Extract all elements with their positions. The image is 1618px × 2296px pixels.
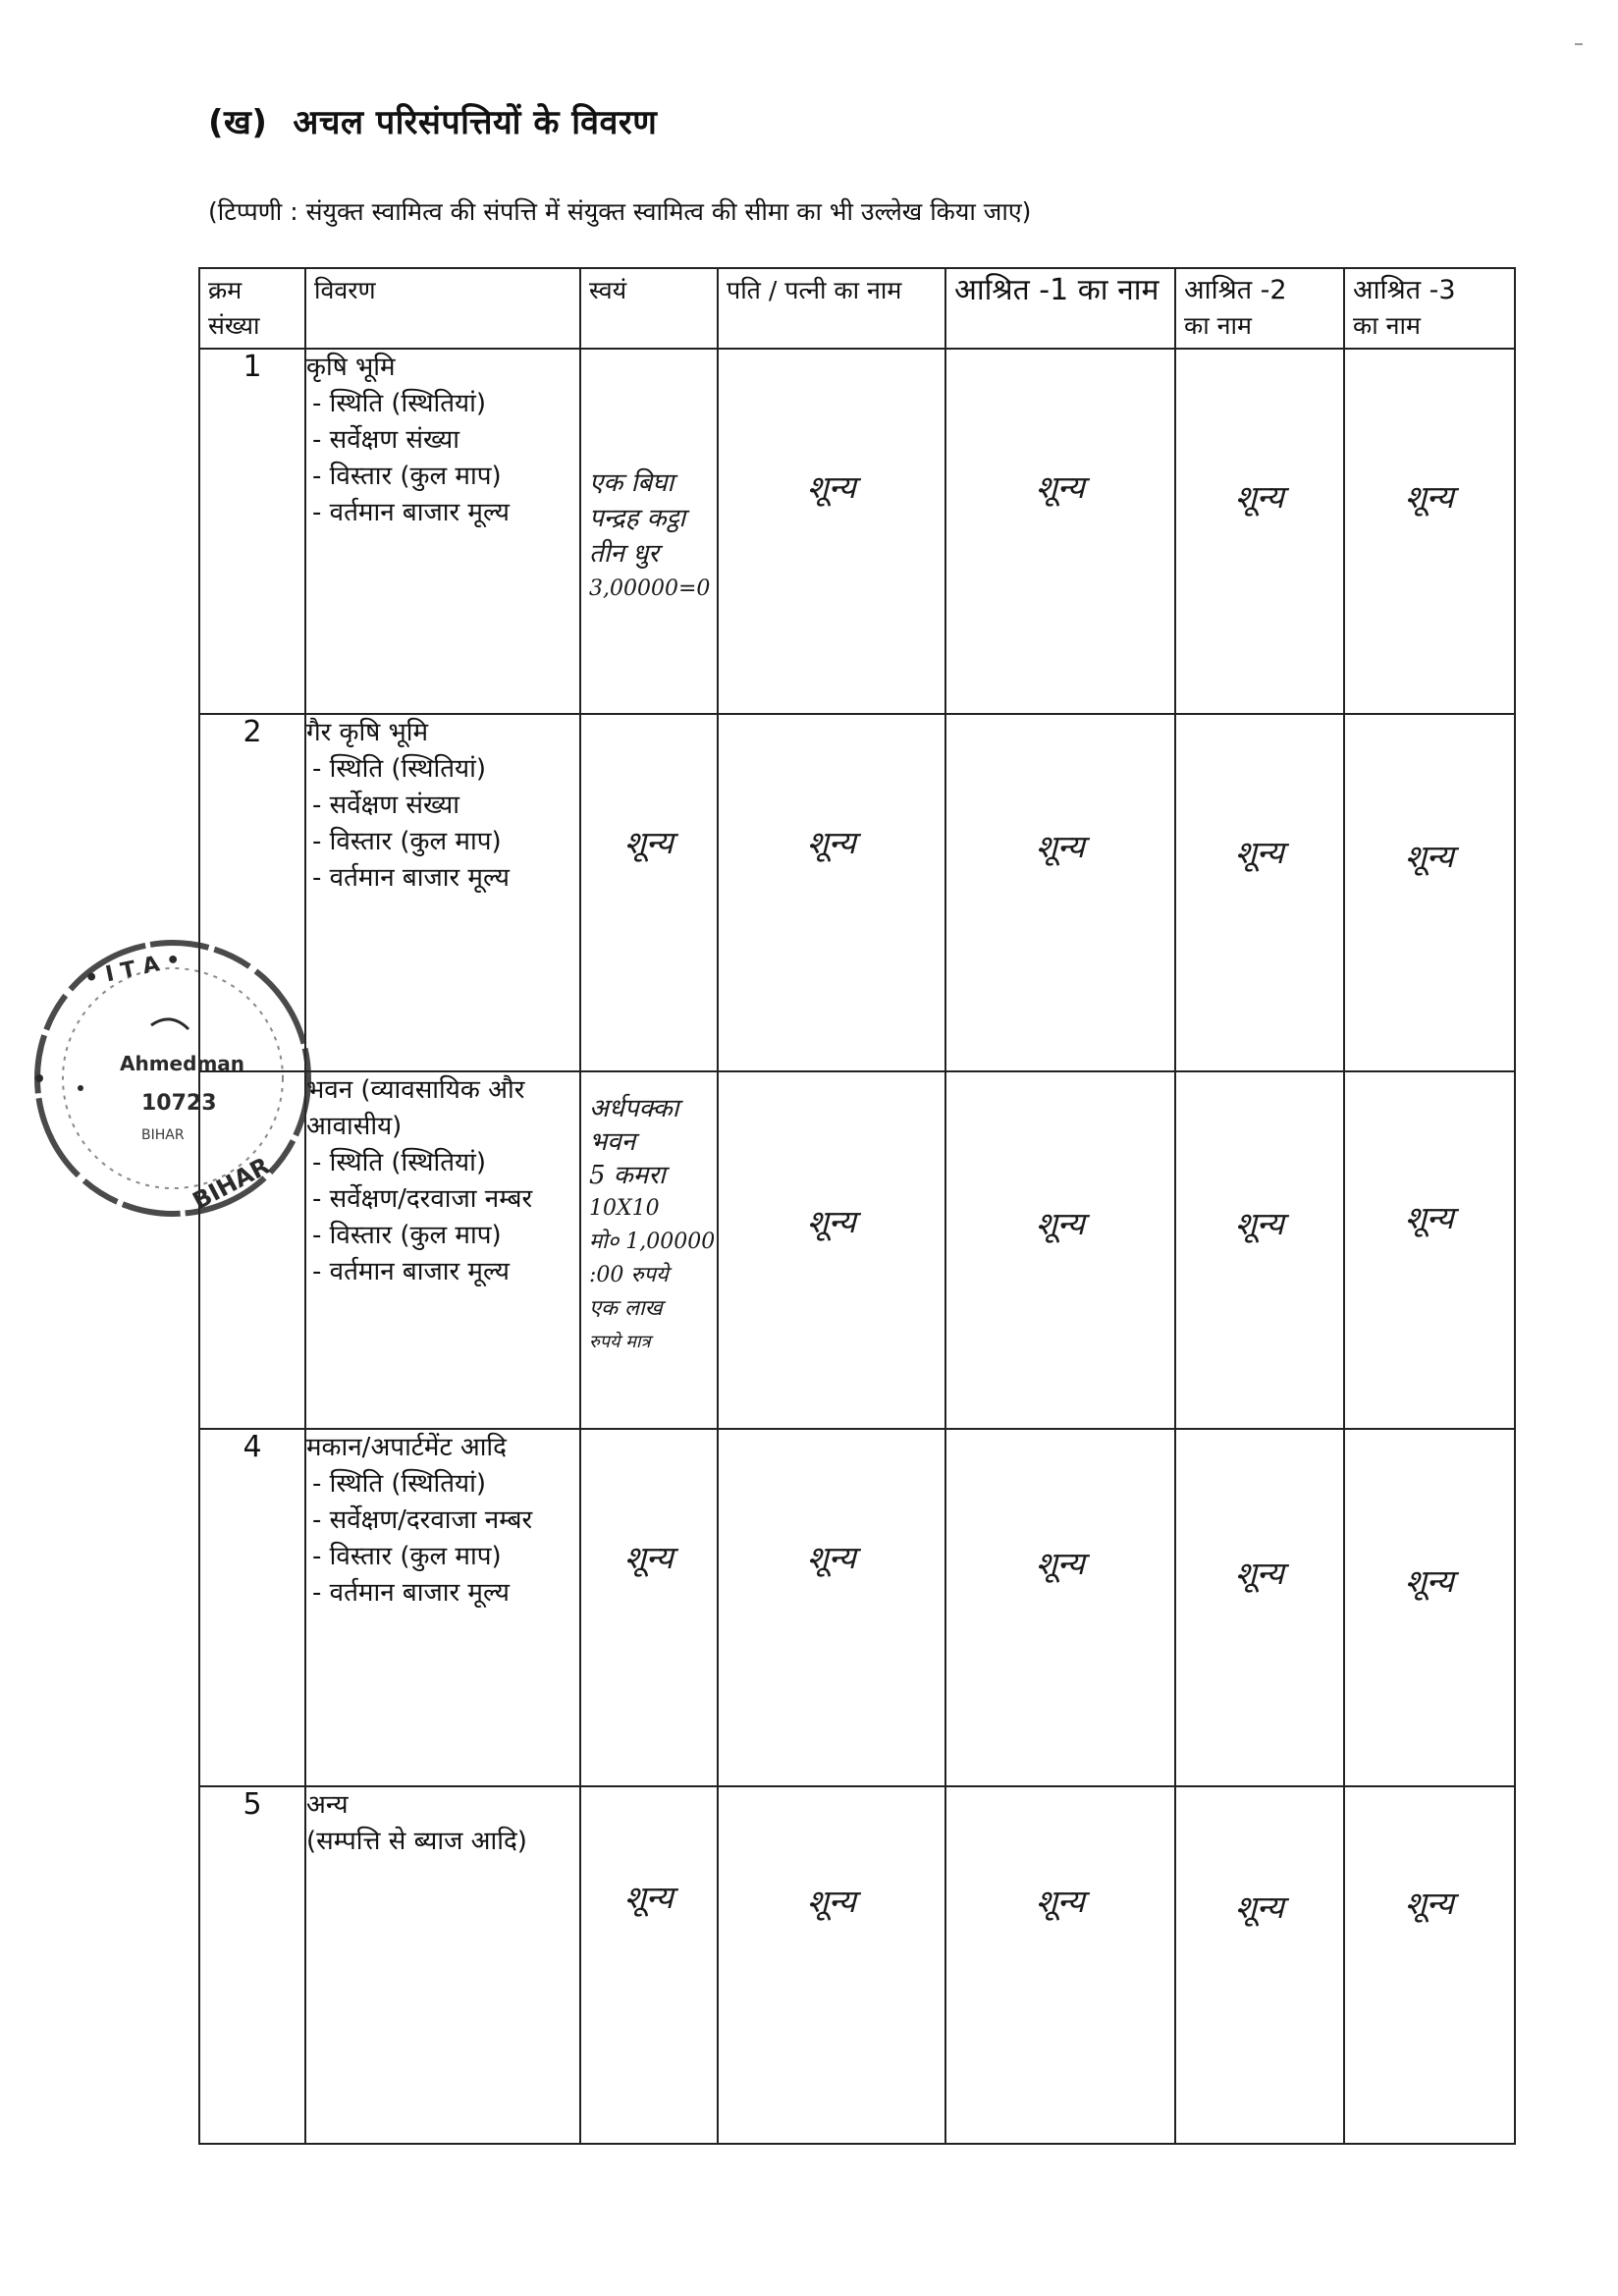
dependent1-value: शून्य [945, 349, 1175, 714]
dependent1-value: शून्य [945, 714, 1175, 1071]
table-header-row [199, 268, 1515, 349]
col-serial-header: क्रम संख्या [199, 268, 305, 349]
immovable-assets-table [198, 267, 1516, 2145]
dependent3-value: शून्य [1344, 714, 1515, 1071]
svg-text:10723: 10723 [141, 1091, 217, 1116]
row-description: कृषि भूमि - स्थिति (स्थितियां) - सर्वेक्षण संख्या - विस्तार (कुल माप) - वर्तमान बाजार मूल्य [305, 349, 580, 714]
col-dependent1-header: आश्रित -1 का नाम [945, 268, 1175, 349]
svg-text:Ahmedman: Ahmedman [120, 1052, 245, 1075]
col-description-header: विवरण [305, 268, 580, 349]
dependent1-value: शून्य [945, 1429, 1175, 1786]
table-row [199, 714, 1515, 1071]
spouse-value: शून्य [718, 1786, 945, 2144]
row-description: गैर कृषि भूमि - स्थिति (स्थितियां) - सर्वेक्षण संख्या - विस्तार (कुल माप) - वर्तमान बाजार मूल्य [305, 714, 580, 1071]
row-description: मकान/अपार्टमेंट आदि - स्थिति (स्थितियां) - सर्वेक्षण/दरवाजा नम्बर - विस्तार (कुल माप) - वर्तमान बाजार मूल्य [305, 1429, 580, 1786]
spouse-value: शून्य [718, 714, 945, 1071]
table-row [199, 1786, 1515, 2144]
scan-mark [1575, 43, 1583, 45]
dependent3-value: शून्य [1344, 349, 1515, 714]
dependent2-value: शून्य [1175, 1786, 1344, 2144]
dependent2-value: शून्य [1175, 714, 1344, 1071]
self-value: एक बिघा पन्द्रह कट्ठा तीन धुर 3,00000=0 [580, 349, 718, 714]
svg-text:BIHAR: BIHAR [141, 1127, 185, 1143]
dependent2-value: शून्य [1175, 349, 1344, 714]
row-serial: 1 [199, 349, 305, 714]
spouse-value: शून्य [718, 349, 945, 714]
col-dependent3-header: आश्रित -3 का नाम [1344, 268, 1515, 349]
section-title: अचल परिसंपत्तियों के विवरण [293, 103, 658, 142]
table-row [199, 349, 1515, 714]
spouse-value: शून्य [718, 1429, 945, 1786]
self-value: शून्य [580, 1786, 718, 2144]
dependent3-value: शून्य [1344, 1071, 1515, 1429]
table-row [199, 1429, 1515, 1786]
page-title [208, 98, 657, 143]
dependent2-value: शून्य [1175, 1071, 1344, 1429]
col-spouse-header: पति / पत्नी का नाम [718, 268, 945, 349]
table-row [199, 1071, 1515, 1429]
dependent3-value: शून्य [1344, 1786, 1515, 2144]
svg-text:• I T A •: • I T A • [82, 947, 184, 992]
row-serial [199, 1071, 305, 1429]
svg-text:BIHAR: BIHAR [188, 1151, 275, 1216]
row-description: अन्य (सम्पत्ति से ब्याज आदि) [305, 1786, 580, 2144]
row-serial: 2 [199, 714, 305, 1071]
dependent1-value: शून्य [945, 1786, 1175, 2144]
ownership-note: (टिप्पणी : संयुक्त स्वामित्व की संपत्ति में संयुक्त स्वामित्व की सीमा का भी उल्लेख किया जाए) [208, 197, 1032, 226]
spouse-value: शून्य [718, 1071, 945, 1429]
row-serial: 5 [199, 1786, 305, 2144]
dependent1-value: शून्य [945, 1071, 1175, 1429]
row-description: भवन (व्यावसायिक और आवासीय) - स्थिति (स्थितियां) - सर्वेक्षण/दरवाजा नम्बर - विस्तार (कुल माप) - वर्तमान बाजार मूल्य [305, 1071, 580, 1429]
dependent2-value: शून्य [1175, 1429, 1344, 1786]
section-prefix: (ख) [208, 103, 268, 142]
self-value: शून्य [580, 714, 718, 1071]
col-dependent2-header: आश्रित -2 का नाम [1175, 268, 1344, 349]
col-self-header: स्वयं [580, 268, 718, 349]
row-serial: 4 [199, 1429, 305, 1786]
dependent3-value: शून्य [1344, 1429, 1515, 1786]
self-value: अर्धपक्का भवन 5 कमरा 10X10 मो० 1,00000 :00 रुपये एक लाख रुपये मात्र [580, 1071, 718, 1429]
self-value: शून्य [580, 1429, 718, 1786]
